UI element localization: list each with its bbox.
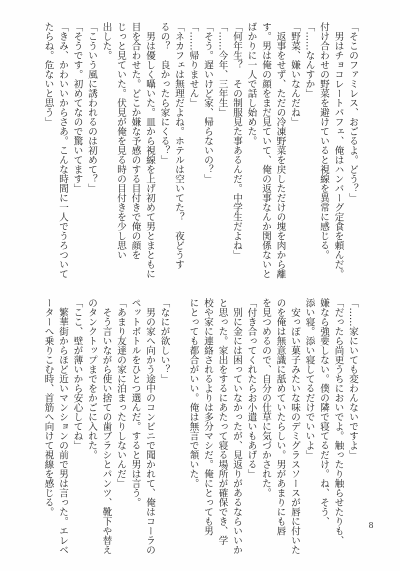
text-line: 「何年生？ その制服見た事あるんだ。中学生だよね」 (231, 22, 242, 260)
text-line: 「そこのファミレス、おごるよ。どう？」 (347, 22, 358, 203)
text-line: 繁華街からほど近いマンションの前で男は言った。エレベ (57, 298, 68, 555)
text-line: 「ネカフェは無理だよね。ホテルは空いてた？ 夜どうす (173, 22, 184, 269)
page-number: 8 (368, 521, 374, 530)
text-line: 男の家へ向かう途中のコンビニで聞かれて、俺はコーラの (144, 298, 155, 555)
text-line: たらね。危ないと思う」 (42, 22, 54, 127)
text-line: じっと見ていた。伏見が俺を見る時の目付きを少し思い (115, 22, 126, 260)
text-line: ペットボトルをひとつ選んだ。すると男は言う。 (129, 298, 141, 507)
text-line: るの？ 良かったら家にくる？」 (158, 22, 170, 165)
scene-break-spacer (171, 298, 186, 556)
text-line: 「こういう風に誘われるのは初めて？」 (86, 22, 97, 193)
text-line: 「……家にいても変わんないですよ」 (347, 298, 358, 460)
text-line: のタンクトップまでをかごに入れた。 (86, 298, 97, 460)
text-line: 「……なんすか」 (303, 22, 315, 98)
text-line: 男はチョコレートパフェ、俺はハンバーグ定食を頼んだ。 (332, 22, 344, 279)
text-line: 「そう。遅いけど家、帰らないの？」 (202, 22, 213, 184)
text-line: 「……今年、三年生」 (216, 22, 228, 117)
text-line: 出した。 (100, 22, 112, 60)
text-line: 別に金には困っていなかったが、見返りがあるならいいか (231, 298, 242, 555)
text-line: 男は優しく囁いた。皿から視線を上げ初めて男とまともに (144, 22, 155, 279)
text-line: のを俺は無意識に舐めていたらしい。男があまりにも唇 (274, 298, 286, 536)
text-line: 嫌なら強要しない。僕の隣で寝てるだけ。ね、そう、 (318, 298, 329, 526)
text-line: 「だったら尚更うちにおいでよ。触ったり触らせたりも、 (332, 298, 344, 545)
text-line: ーターへ乗りこむ時、首筋へ向けて視線を感じる。 (42, 298, 54, 517)
text-line: 「ここ、壁が薄いから安心してね」 (71, 298, 83, 450)
text-line: 「付き合ってくれたらお小遣いもあげる」 (245, 298, 257, 479)
text-line: す。男は俺の顔をまだ見ていて、俺の返事なんか関係ないと (260, 22, 271, 279)
text-line: 付け合わせの野菜を避けていると視線を異常に感じる。 (318, 22, 329, 260)
text-line: 校や家に連絡されるよりは多分マシだ。俺にとっても男 (202, 298, 213, 536)
upper-tier-text-block (40, 22, 359, 280)
text-line: 安っぽい菓子みたいな味のデミグラスソースが唇に付いた (289, 298, 300, 555)
text-line: 目を合わせた。どこか嫌な予感のする目付きで俺の顔を (129, 22, 141, 260)
text-line: 「そうです。初めてなので驚いてます」 (71, 22, 83, 193)
text-line: そう言いながら使い捨ての歯ブラシとパンツ、靴下や替え (100, 298, 112, 555)
text-line: にとっても都合がいい。俺は無言で頷いた。 (187, 298, 199, 488)
text-line: を見つめるので、自分の仕草に気づかされた。 (260, 298, 271, 498)
text-line: ばかりに一人で話し始めた。 (245, 22, 257, 146)
text-line: 「野菜、嫌いなんだね」 (289, 22, 300, 127)
text-line: 「きみ、かわいいからさあ。こんな時間に一人でうろついて (57, 22, 68, 279)
text-line: 添い寝。添い寝してるだけでいいよ」 (303, 298, 315, 460)
text-line: 「なにが欲しい？」 (158, 298, 170, 384)
text-line: 「……帰りません」 (187, 22, 199, 108)
text-line: 返事をせず、ただの冷凍野菜を戻しただけの塊を肉から離 (274, 22, 286, 279)
text-line: と思った。家出をするにあたって寝る場所が確保でき、学 (216, 298, 228, 545)
text-line: 「あまり友達の家に泊まったりしないんだ」 (115, 298, 126, 488)
lower-tier-text-block (40, 298, 359, 556)
